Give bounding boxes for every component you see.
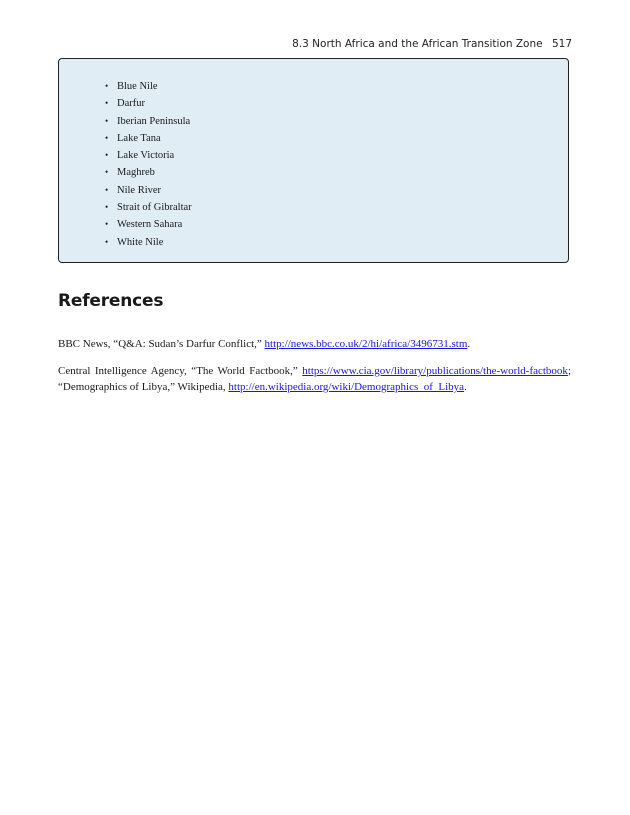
- bullet-icon: •: [105, 219, 109, 230]
- references-heading: References: [58, 291, 164, 311]
- reference-text: .: [467, 338, 471, 350]
- key-term: Nile River: [117, 184, 162, 196]
- section-title: 8.3 North Africa and the African Transition Zone: [292, 38, 543, 50]
- page-number: 517: [551, 38, 572, 50]
- reference-entry: [58, 363, 571, 395]
- bullet-icon: •: [105, 150, 109, 161]
- key-term: Maghreb: [117, 167, 155, 179]
- key-term: White Nile: [117, 236, 164, 248]
- bullet-icon: •: [105, 115, 109, 126]
- key-term: Lake Tana: [117, 132, 161, 144]
- list-item: [105, 130, 192, 147]
- bullet-icon: •: [105, 236, 109, 247]
- reference-link[interactable]: http://news.bbc.co.uk/2/hi/africa/3496731.stm: [264, 338, 468, 350]
- list-item: [105, 113, 192, 130]
- key-term: Iberian Peninsula: [117, 115, 191, 127]
- list-item: [105, 234, 192, 251]
- reference-link[interactable]: https://www.cia.gov/library/publications/the-world-factbook: [302, 365, 568, 377]
- list-item: [105, 199, 192, 216]
- reference-entry: [58, 336, 571, 352]
- list-item: [105, 147, 192, 164]
- bullet-icon: •: [105, 202, 109, 213]
- bullet-icon: •: [105, 184, 109, 195]
- reference-text: Central Intelligence Agency, “The World Factbook,”: [58, 365, 303, 377]
- bullet-icon: •: [105, 81, 109, 91]
- key-term: Blue Nile: [117, 81, 158, 92]
- bullet-icon: •: [105, 132, 109, 143]
- reference-text: ; “Demographics of Libya,” Wikipedia,: [58, 365, 571, 393]
- bullet-icon: •: [105, 167, 109, 178]
- list-item: [105, 182, 192, 199]
- list-item: [105, 78, 192, 95]
- key-term: Lake Victoria: [117, 150, 175, 162]
- reference-text: .: [464, 381, 467, 393]
- running-header: [292, 38, 572, 50]
- list-item: [105, 164, 192, 181]
- reference-text: BBC News, “Q&A: Sudan’s Darfur Conflict,”: [58, 338, 265, 350]
- key-term: Darfur: [117, 98, 145, 110]
- key-terms-list: [105, 78, 192, 251]
- bullet-icon: •: [105, 98, 109, 109]
- reference-link[interactable]: http://en.wikipedia.org/wiki/Demographics_of_Libya: [228, 381, 465, 393]
- key-terms-box: [58, 58, 569, 263]
- key-term: Strait of Gibraltar: [117, 202, 192, 214]
- list-item: [105, 95, 192, 112]
- key-term: Western Sahara: [117, 219, 183, 231]
- list-item: [105, 216, 192, 233]
